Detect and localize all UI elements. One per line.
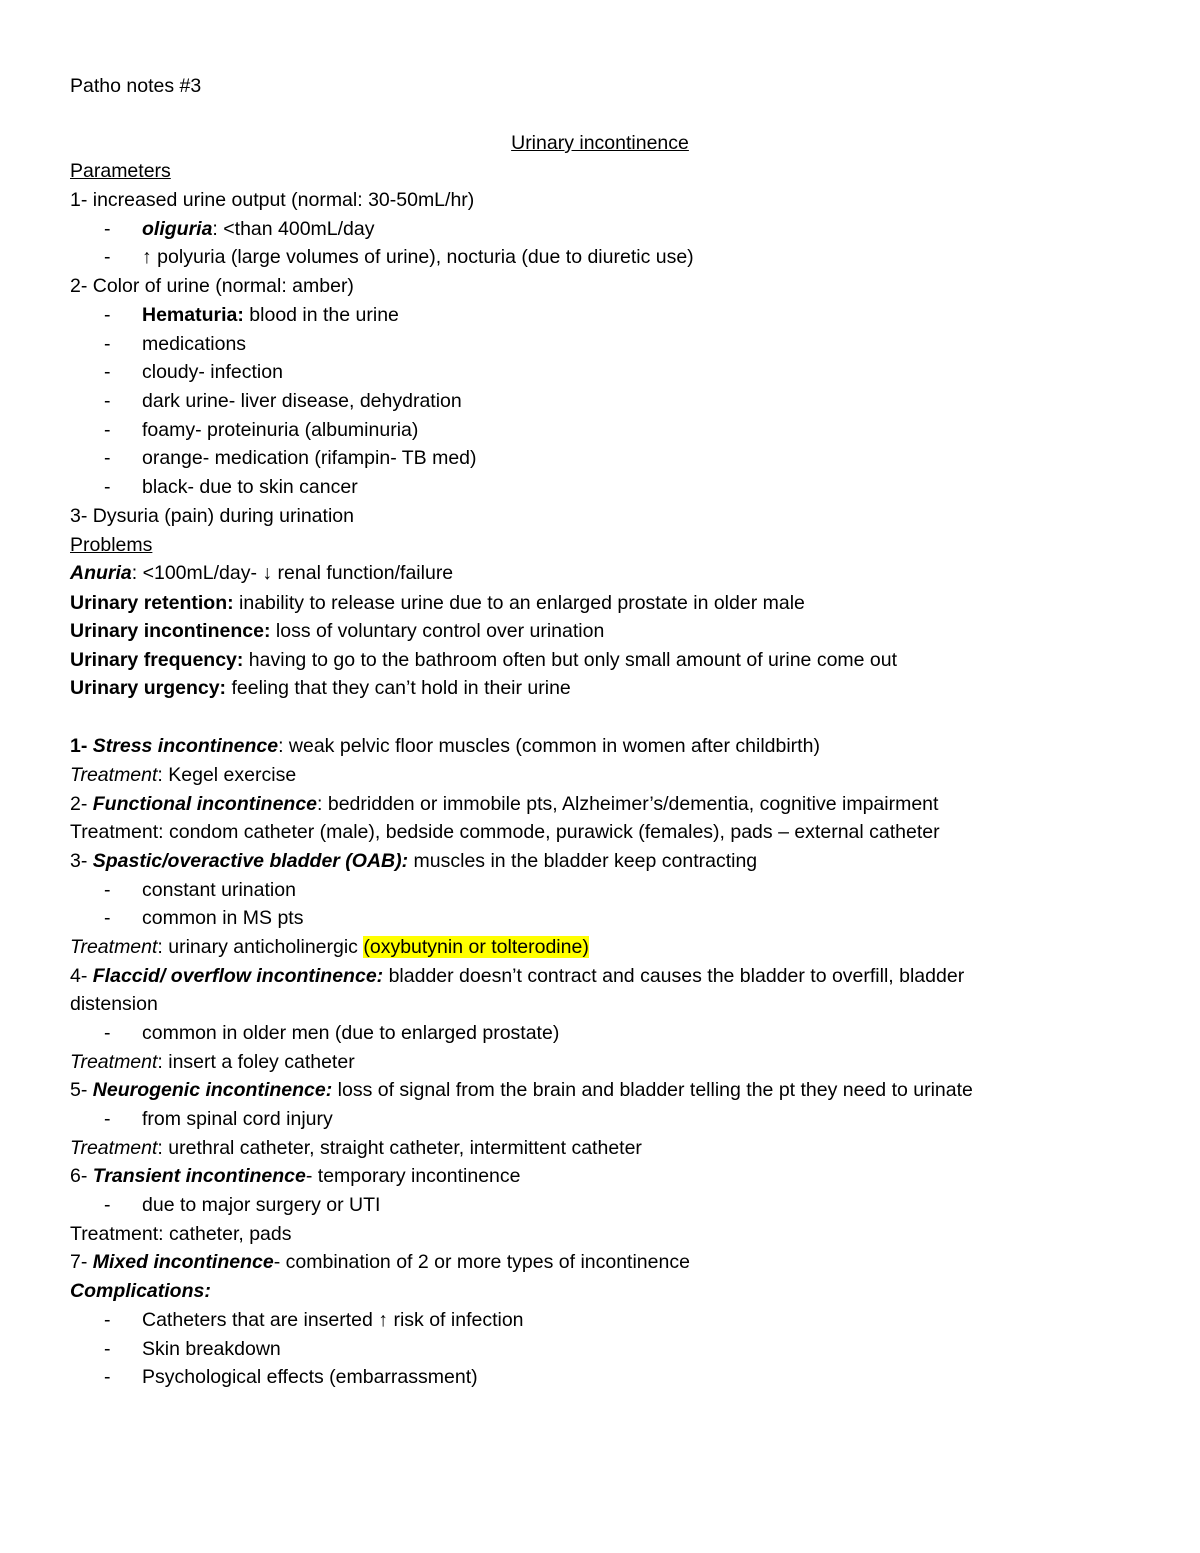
incontinence-type [70,1164,520,1188]
subitem-text: from spinal cord injury [142,1108,333,1130]
bullet-dash: - [104,1022,111,1044]
type-subitem [104,1193,380,1217]
highlighted-drugs: (oxybutynin or tolterodine) [363,936,589,958]
parameter-subitem [104,303,399,327]
term: Anuria [70,562,132,584]
definition: muscles in the bladder keep contracting [408,850,758,872]
problem-item [70,676,571,700]
definition: : bedridden or immobile pts, Alzheimer’s/dementia, cognitive impairment [317,793,939,815]
incontinence-type [70,849,757,873]
bullet-dash: - [104,419,111,441]
incontinence-type [70,1078,973,1102]
treatment-line [70,935,589,959]
subitem-text: dark urine- liver disease, dehydration [142,390,462,412]
term: Mixed incontinence [92,1251,274,1273]
incontinence-type [70,964,964,988]
type-number: 5- [70,1079,93,1101]
type-subitem [104,906,303,930]
bullet-dash: - [104,304,111,326]
type-number: 4- [70,965,93,987]
parameter-item: 3- Dysuria (pain) during urination [70,505,354,527]
treatment-label: Treatment [70,1051,158,1073]
treatment-text: : urethral catheter, straight catheter, intermittent catheter [157,1137,642,1159]
bullet-dash: - [104,218,111,240]
parameter-subitem [104,332,246,356]
term: Functional incontinence [92,793,318,815]
term: Urinary urgency: [70,677,227,699]
definition: loss of voluntary control over urination [270,620,605,642]
treatment-text: : insert a foley catheter [157,1051,355,1073]
bullet-dash: - [104,447,111,469]
subitem-text: orange- medication (rifampin- TB med) [142,447,477,469]
subitem-text: foamy- proteinuria (albuminuria) [142,419,419,441]
treatment-line: Treatment: condom catheter (male), bedside commode, purawick (females), pads – external catheter [70,821,940,843]
parameter-subitem [104,389,462,413]
treatment-line [70,1050,355,1074]
definition-continuation: distension [70,993,158,1015]
problems-title: Problems [70,534,153,556]
treatment-line [70,763,296,787]
term: Urinary retention: [70,592,234,614]
subitem-text: common in MS pts [142,907,304,929]
term: oliguria [142,218,213,240]
subitem-text: Psychological effects (embarrassment) [142,1366,478,1388]
term: Spastic/overactive bladder (OAB): [92,850,409,872]
definition: feeling that they can’t hold in their urine [226,677,571,699]
term: Flaccid/ overflow incontinence: [92,965,384,987]
treatment-line [70,1136,642,1160]
type-number: 3- [70,850,93,872]
treatment-label: Treatment [70,936,158,958]
complication-item [104,1337,281,1361]
problem-item [70,561,453,585]
incontinence-type [70,1250,690,1274]
type-number: 2- [70,793,93,815]
complication-item [104,1365,478,1389]
treatment-text: : Kegel exercise [157,764,297,786]
term: Urinary frequency: [70,649,244,671]
type-number: 6- [70,1165,93,1187]
bullet-dash: - [104,1366,111,1388]
type-subitem [104,1107,333,1131]
subitem-text: ↑ polyuria (large volumes of urine), nocturia (due to diuretic use) [142,246,694,268]
parameter-subitem [104,360,283,384]
definition: having to go to the bathroom often but only small amount of urine come out [243,649,898,671]
definition: inability to release urine due to an enlarged prostate in older male [233,592,805,614]
treatment-text: : urinary anticholinergic [157,936,364,958]
parameter-item: 2- Color of urine (normal: amber) [70,275,354,297]
subitem-text: medications [142,333,247,355]
problem-item [70,619,604,643]
subitem-text: Skin breakdown [142,1338,281,1360]
type-number: 7- [70,1251,93,1273]
complication-item [104,1308,524,1332]
term: Urinary incontinence: [70,620,271,642]
problem-item [70,591,805,615]
parameter-item: 1- increased urine output (normal: 30-50mL/hr) [70,189,475,211]
parameter-subitem [104,245,694,269]
bullet-dash: - [104,1194,111,1216]
incontinence-type [70,792,938,816]
bullet-dash: - [104,476,111,498]
definition: blood in the urine [243,304,399,326]
treatment-label: Treatment [70,764,158,786]
parameter-subitem [104,418,418,442]
term: Transient incontinence [92,1165,306,1187]
document-title: Patho notes #3 [70,75,202,97]
subitem-text: constant urination [142,879,296,901]
parameter-subitem [104,217,375,241]
term: Hematuria: [142,304,244,326]
type-subitem [104,878,296,902]
subitem-text: due to major surgery or UTI [142,1194,381,1216]
bullet-dash: - [104,333,111,355]
treatment-line: Treatment: catheter, pads [70,1223,292,1245]
parameter-subitem [104,475,358,499]
bullet-dash: - [104,879,111,901]
bullet-dash: - [104,361,111,383]
bullet-dash: - [104,907,111,929]
definition: - temporary incontinence [305,1165,521,1187]
bullet-dash: - [104,1338,111,1360]
definition: : <than 400mL/day [212,218,375,240]
definition: : weak pelvic floor muscles (common in women after childbirth) [278,735,820,757]
type-number: 1- [70,735,93,757]
subitem-text: cloudy- infection [142,361,283,383]
treatment-label: Treatment [70,1137,158,1159]
definition: : <100mL/day- ↓ renal function/failure [131,562,454,584]
definition: bladder doesn’t contract and causes the bladder to overfill, bladder [383,965,965,987]
problem-item [70,648,897,672]
term: Stress incontinence [92,735,279,757]
incontinence-type [70,734,820,758]
subitem-text: Catheters that are inserted ↑ risk of infection [142,1309,524,1331]
section-heading: Urinary incontinence [511,132,689,154]
bullet-dash: - [104,390,111,412]
subitem-text: black- due to skin cancer [142,476,358,498]
bullet-dash: - [104,1108,111,1130]
parameter-subitem [104,446,477,470]
definition: - combination of 2 or more types of incontinence [273,1251,690,1273]
subitem-text: common in older men (due to enlarged prostate) [142,1022,560,1044]
bullet-dash: - [104,246,111,268]
type-subitem [104,1021,559,1045]
complications-title: Complications: [70,1280,211,1302]
parameters-title: Parameters [70,160,171,182]
term: Neurogenic incontinence: [92,1079,333,1101]
definition: loss of signal from the brain and bladder telling the pt they need to urinate [332,1079,973,1101]
bullet-dash: - [104,1309,111,1331]
